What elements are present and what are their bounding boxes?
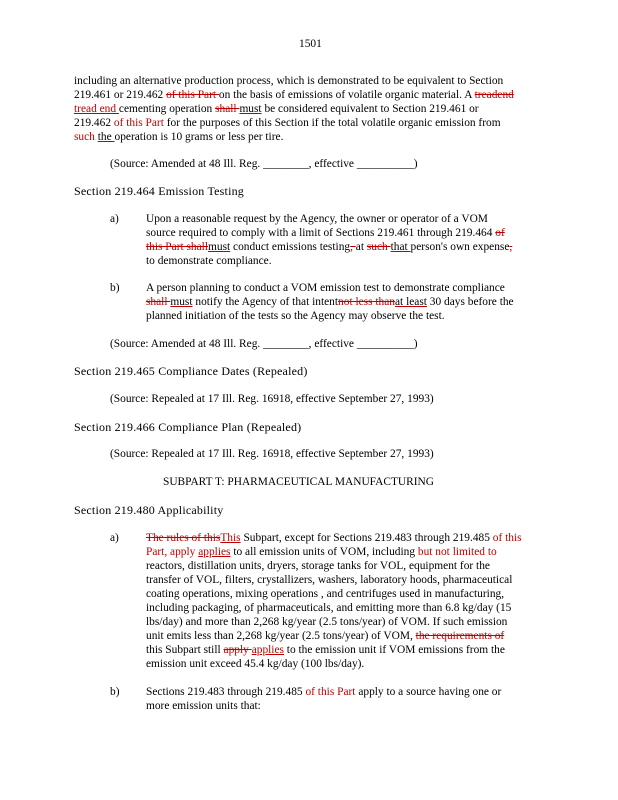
- text-line: [74, 102, 479, 116]
- deleted-text: the requirements of: [415, 630, 505, 642]
- deleted-text: shall: [146, 296, 171, 308]
- inserted-text: applies: [251, 644, 284, 656]
- text-line: transfer of VOL, filters, crystallizers, washers, laboratory hoods, pharmaceutical: [146, 574, 513, 586]
- item-label: b): [110, 686, 120, 698]
- text-line: [146, 545, 497, 559]
- red-text: of this Part: [305, 686, 359, 698]
- deleted-text: of this Part: [166, 89, 219, 101]
- inserted-text: This: [220, 532, 241, 544]
- text: source required to comply with a limit of Sections 219.461 through 219.464: [146, 227, 496, 239]
- text: conduct emissions testing: [230, 241, 351, 253]
- text-line: [146, 531, 522, 545]
- deleted-text: ,: [509, 241, 513, 253]
- text-line: lbs/day) and more than 2,268 kg/year (2.5 tons/year) of VOM. If such emission: [146, 616, 508, 628]
- deleted-text: The rules of this: [146, 532, 221, 544]
- deleted-text: apply: [223, 644, 252, 656]
- text-line: coating operations, mixing operations , and centrifuges used in manufacturing,: [146, 588, 505, 600]
- text-line: reactors, distillation units, dryers, storage tanks for VOL, equipment for the: [146, 560, 490, 572]
- deleted-text: ,: [350, 241, 356, 253]
- deleted-text: of: [495, 227, 505, 239]
- item-label: a): [110, 213, 119, 225]
- text: 30 days before the: [426, 296, 514, 308]
- text: at: [355, 241, 367, 253]
- text-line: planned initiation of the tests so the Agency may observe the test.: [146, 310, 445, 322]
- text-line: including packaging, of pharmaceuticals, and emitting more than 6.8 kg/day (15: [146, 602, 512, 614]
- page-number: 1501: [299, 38, 322, 50]
- text: apply to a source having one or: [358, 686, 502, 698]
- text: this Subpart still: [146, 644, 224, 656]
- inserted-text: the: [97, 131, 115, 143]
- deleted-text: not less than: [338, 296, 395, 308]
- text: 219.462: [74, 117, 114, 129]
- text-line: more emission units that:: [146, 700, 261, 712]
- text-line: [74, 130, 283, 144]
- text: to all emission units of VOM, including: [230, 546, 418, 558]
- text-line: [74, 88, 514, 102]
- deleted-text: treadend: [474, 89, 514, 101]
- inserted-text: tread end: [74, 103, 119, 115]
- section-heading: Section 219.464 Emission Testing: [74, 184, 245, 198]
- source-note: (Source: Amended at 48 Ill. Reg. ________, effective __________): [110, 158, 418, 170]
- red-text: but not limited to: [417, 546, 497, 558]
- inserted-text: must: [208, 241, 231, 253]
- section-heading: Section 219.466 Compliance Plan (Repealed): [74, 420, 302, 434]
- text: to the emission unit if VOM emissions from the: [283, 644, 505, 656]
- text: person's own expense: [410, 241, 510, 253]
- source-note: (Source: Repealed at 17 Ill. Reg. 16918, effective September 27, 1993): [110, 393, 434, 405]
- text-line: [74, 116, 501, 130]
- item-label: a): [110, 532, 119, 544]
- text: cementing operation: [118, 103, 216, 115]
- red-text: of this Part: [113, 117, 167, 129]
- text-line: Upon a reasonable request by the Agency, the owner or operator of a VOM: [146, 213, 488, 225]
- text: for the purposes of this Section if the total volatile organic emission from: [166, 117, 501, 129]
- deleted-text: such: [366, 241, 391, 253]
- text-line: [146, 685, 501, 699]
- inserted-text: must: [170, 296, 193, 308]
- text-line: [146, 295, 514, 309]
- text-line: [146, 643, 505, 657]
- text-line: A person planning to conduct a VOM emission test to demonstrate compliance: [146, 282, 505, 294]
- text: notify the Agency of that intent: [192, 296, 339, 308]
- text: Sections 219.483 through 219.485: [146, 686, 306, 698]
- text: 219.461 or 219.462: [74, 89, 167, 101]
- text-line: [146, 240, 512, 254]
- section-heading: Section 219.480 Applicability: [74, 503, 224, 517]
- deleted-text: this Part shall: [146, 241, 209, 253]
- text-line: emission unit exceed 45.4 kg/day (100 lbs/day).: [146, 658, 365, 670]
- red-text: such: [74, 131, 98, 143]
- section-heading: Section 219.465 Compliance Dates (Repealed): [74, 364, 308, 378]
- text: on the basis of emissions of volatile organic material. A: [218, 89, 475, 101]
- source-note: (Source: Amended at 48 Ill. Reg. ________, effective __________): [110, 338, 418, 350]
- text-line: to demonstrate compliance.: [146, 255, 272, 267]
- inserted-text: at least: [395, 296, 427, 308]
- source-note: (Source: Repealed at 17 Ill. Reg. 16918, effective September 27, 1993): [110, 448, 434, 460]
- inserted-text: applies: [198, 546, 231, 558]
- inserted-text: must: [239, 103, 262, 115]
- subpart-heading: SUBPART T: PHARMACEUTICAL MANUFACTURING: [163, 476, 435, 488]
- text: be considered equivalent to Section 219.461 or: [261, 103, 479, 115]
- deleted-text: shall: [215, 103, 240, 115]
- red-text: of this: [492, 532, 522, 544]
- red-text: Part, apply: [146, 546, 199, 558]
- text-line: including an alternative production process, which is demonstrated to be equivalent to Section: [74, 75, 504, 87]
- text-line: [146, 226, 505, 240]
- item-label: b): [110, 282, 120, 294]
- inserted-text: that: [390, 241, 411, 253]
- text: operation is 10 grams or less per tire.: [114, 131, 284, 143]
- text: unit emits less than 2,268 kg/year (2.5 tons/year) of VOM,: [146, 630, 416, 642]
- text-line: [146, 629, 504, 643]
- text: Subpart, except for Sections 219.483 through 219.485: [240, 532, 493, 544]
